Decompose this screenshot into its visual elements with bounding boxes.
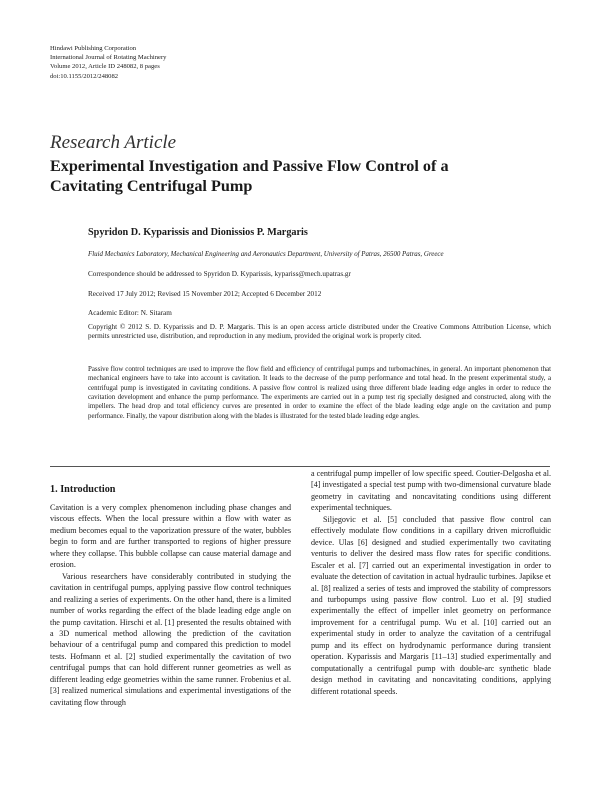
paragraph: Various researchers have considerably contributed in studying the cavitation in centrifugal pumps, applying passive flow control techniques and realizing a series of experiments. On the other hand, there is a limited number of works regarding the effect of the blade leading edge angle on the pump cavitation. Hirschi et al. [1] presented the results obtained with a 3D numerical method allowing the prediction of the cavitation behaviour of a centrifugal pump and compared this prediction to model tests. Hofmann et al. [2] studied experimentally the cavitation of two centrifugal pumps that can hold different runner geometries as well as different leading edge geometries within the same runner. Frobenius et al. [3] realized numerical simulations and experimental investigations of the cavitating flow through (50, 571, 291, 707)
section-heading: 1. Introduction (50, 484, 116, 495)
copyright-notice: Copyright © 2012 S. D. Kyparissis and D. P. Margaris. This is an open access article distributed under the Creative Commons Attribution License, which permits unrestricted use, distribution, and reproduction in any medium, provided the original work is properly cited. (88, 323, 551, 341)
volume-line: Volume 2012, Article ID 248082, 8 pages (50, 63, 160, 71)
paper-title: Experimental Investigation and Passive Flow Control of a Cavitating Centrifugal Pump (50, 157, 449, 195)
affiliation: Fluid Mechanics Laboratory, Mechanical Engineering and Aeronautics Department, University of Patras, 26500 Patras, Greece (88, 251, 444, 258)
publisher-line: Hindawi Publishing Corporation (50, 45, 137, 52)
article-type: Research Article (50, 132, 177, 153)
academic-editor: Academic Editor: N. Sitaram (88, 309, 172, 317)
dates: Received 17 July 2012; Revised 15 November 2012; Accepted 6 December 2012 (88, 290, 322, 298)
right-column (311, 468, 551, 697)
left-column (50, 502, 291, 708)
paragraph: Cavitation is a very complex phenomenon including phase changes and viscous effects. When the local pressure within a flow with water as medium becomes equal to the vaporization pressure of the water, bubbles begin to form and are further transported to regions of higher pressure where they collapse. This bubble collapse can cause material damage and erosion. (50, 503, 291, 570)
journal-header (50, 44, 166, 81)
journal-line: International Journal of Rotating Machinery (50, 54, 167, 62)
authors: Spyridon D. Kyparissis and Dionissios P. Margaris (88, 227, 308, 238)
section-divider (50, 466, 550, 467)
abstract: Passive flow control techniques are used to improve the flow field and efficiency of centrifugal pumps and turbomachines, in general. An important phenomenon that mechanical engineers have to take into account is cavitation. It leads to the decrease of the pump performance and total head. In the present experimental study, a centrifugal pump is investigated in cavitating conditions. A passive flow control is realized using three different blade leading edge angles in order to reduce the cavitation development and enhance the pump performance. The experiments are carried out in a pump test rig specially designed and constructed, along with the impellers. The head drop and total efficiency curves are presented in order to examine the effect of the blade leading edge angle on the cavitation and pump performance. Finally, the vapour distribution along with the blades is illustrated for the tested blade leading edge angles. (88, 366, 551, 420)
paragraph: Siljegovic et al. [5] concluded that passive flow control can effectively modulate flow conditions in a capillary driven microfluidic device. Ulas [6] designed and studied experimentally two cavitating venturis to deliver the desired mass flow rates for specific conditions. Escaler et al. [7] carried out an experimental investigation in order to evaluate the detection of cavitation in actual hydraulic turbines. Japikse et al. [8] realized a series of tests and improved the stability of compressors and turbopumps using passive flow control. Luo et al. [9] studied experimentally the effect of impeller inlet geometry on performance improvement for a centrifugal pump. Wu et al. [10] carried out an experimental study in order to analyze the cavitation of a centrifugal pump and its effect on hydrodynamic performance during transient operation. Kyparissis and Margaris [11–13] studied experimentally and computationally a centrifugal pump with double-arc synthetic blade design method in cavitating and noncavitating conditions, applying different rotational speeds. (311, 514, 551, 696)
doi-line[interactable]: doi:10.1155/2012/248082 (50, 72, 119, 80)
correspondence: Correspondence should be addressed to Spyridon D. Kyparissis, kypariss@mech.upatras.gr (88, 270, 351, 278)
paragraph: a centrifugal pump impeller of low specific speed. Coutier-Delgosha et al. [4] investigated a special test pump with two-dimensional curvature blade geometry in cavitating and noncavitating conditions using different experimental techniques. (311, 469, 551, 513)
